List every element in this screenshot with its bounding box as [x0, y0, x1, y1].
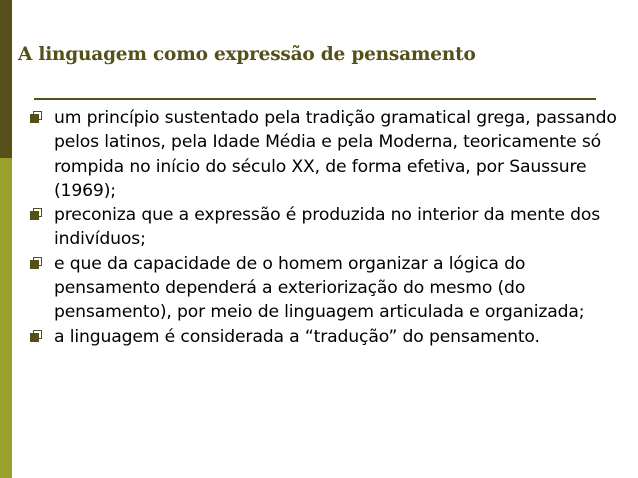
bullet-text: e que da capacidade de o homem organizar a lógica do pensamento dependerá a exteriorização do mesmo (do pensamento), por meio de linguagem articulada e organizada; — [54, 253, 585, 323]
bullet-item — [24, 203, 624, 252]
bullet-text: preconiza que a expressão é produzida no interior da mente dos indivíduos; — [54, 205, 601, 250]
bullet-item — [24, 325, 624, 349]
side-accent-bar-dark — [0, 0, 12, 158]
bullet-item — [24, 252, 624, 325]
bullet-list — [24, 106, 624, 349]
side-accent-bar-light — [0, 158, 12, 478]
square-bullet-icon — [30, 111, 42, 123]
slide-title: A linguagem como expressão de pensamento — [18, 44, 476, 65]
square-bullet-icon — [30, 257, 42, 269]
bullet-item — [24, 106, 624, 203]
title-underline — [34, 98, 596, 100]
square-bullet-icon — [30, 208, 42, 220]
bullet-text: um princípio sustentado pela tradição gramatical grega, passando pelos latinos, pela Idade Média e pela Moderna, teoricamente só rompida no início do século XX, de forma efetiva, por Saussure (1969); — [54, 108, 617, 201]
bullet-text: a linguagem é considerada a “tradução” do pensamento. — [54, 326, 540, 347]
square-bullet-icon — [30, 330, 42, 342]
